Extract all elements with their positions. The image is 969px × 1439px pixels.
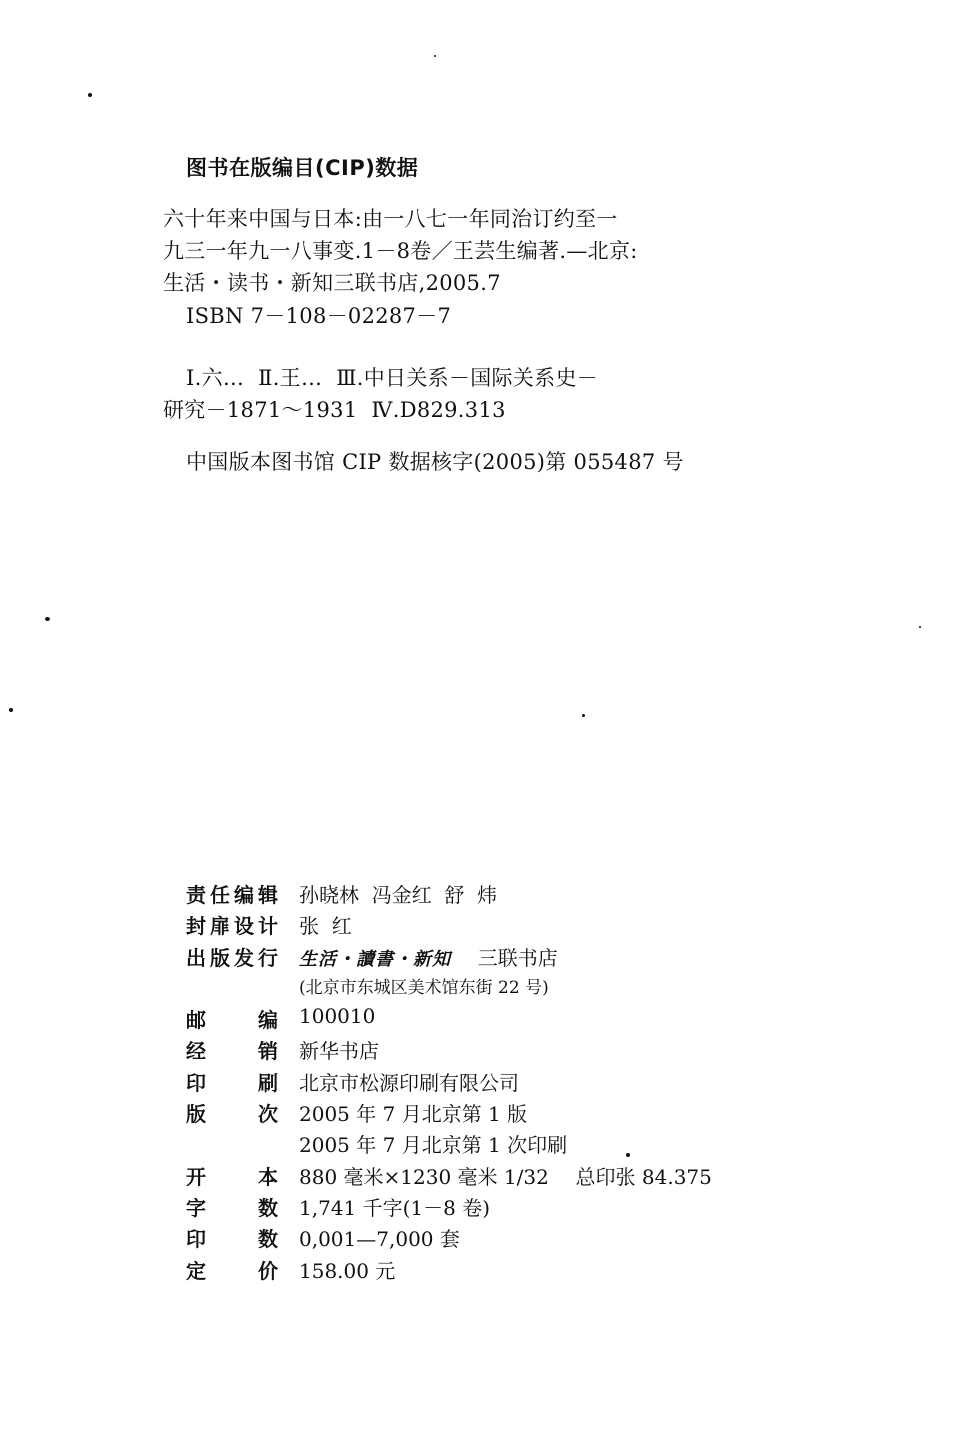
design-value: 张 红 (299, 914, 352, 939)
publisher-address: (北京市东城区美术馆东街 22 号) (299, 977, 549, 998)
wordcount-label: 字 数 (186, 1195, 278, 1220)
postcode-value: 100010 (299, 1004, 376, 1029)
distributor-label: 经 销 (186, 1039, 278, 1064)
format-value (299, 1161, 712, 1190)
total-sheets: 总印张 84.375 (575, 1164, 712, 1189)
printer-label: 印 刷 (186, 1070, 278, 1095)
scan-speck (88, 93, 92, 97)
cip-isbn: ISBN 7－108－02287－7 (186, 304, 452, 328)
price-label: 定 价 (186, 1258, 278, 1283)
cip-title-line-1: 六十年来中国与日本:由一八七一年同治订约至一 (163, 207, 618, 231)
scan-speck (582, 714, 585, 717)
design-label: 封 扉 设 计 (186, 914, 278, 939)
scan-speck (434, 55, 436, 57)
scan-speck (919, 626, 921, 628)
publisher-name: 三联书店 (477, 945, 558, 970)
cip-title-line-2: 九三一年九一八事变.1－8卷／王芸生编著.—北京: (163, 239, 638, 263)
format-size: 880 毫米×1230 毫米 1/32 (299, 1164, 549, 1189)
printer-value: 北京市松源印刷有限公司 (299, 1070, 519, 1095)
distributor-value: 新华书店 (299, 1039, 379, 1064)
cip-heading: 图书在版编目(CIP)数据 (186, 156, 419, 180)
editors-label: 责 任 编 辑 (186, 883, 278, 907)
price-value: 158.00 元 (299, 1258, 396, 1283)
cip-classification-line-2: 研究－1871～1931 Ⅳ.D829.313 (163, 398, 506, 422)
scan-speck (626, 1153, 630, 1157)
printing-value: 2005 年 7 月北京第 1 次印刷 (299, 1133, 568, 1158)
publisher-logo: 生活・讀書・新知 (299, 948, 451, 970)
cip-record-number: 中国版本图书馆 CIP 数据核字(2005)第 055487 号 (186, 450, 684, 474)
postcode-label: 邮 编 (186, 1008, 278, 1033)
format-label: 开 本 (186, 1164, 278, 1189)
scan-speck (45, 617, 50, 621)
cip-title-line-3: 生活・读书・新知三联书店,2005.7 (163, 271, 501, 295)
printrun-value: 0,001—7,000 套 (299, 1227, 460, 1252)
wordcount-value: 1,741 千字(1－8 卷) (299, 1195, 491, 1220)
cip-classification-line-1: Ⅰ.六… Ⅱ.王… Ⅲ.中日关系－国际关系史－ (186, 366, 599, 390)
printrun-label: 印 数 (186, 1227, 278, 1252)
editors-value: 孙晓林 冯金红 舒 炜 (299, 883, 498, 907)
publisher-label: 出 版 发 行 (186, 945, 278, 970)
scan-speck (9, 708, 13, 712)
publisher-value (299, 942, 558, 971)
edition-value: 2005 年 7 月北京第 1 版 (299, 1102, 528, 1127)
edition-label: 版 次 (186, 1102, 278, 1127)
